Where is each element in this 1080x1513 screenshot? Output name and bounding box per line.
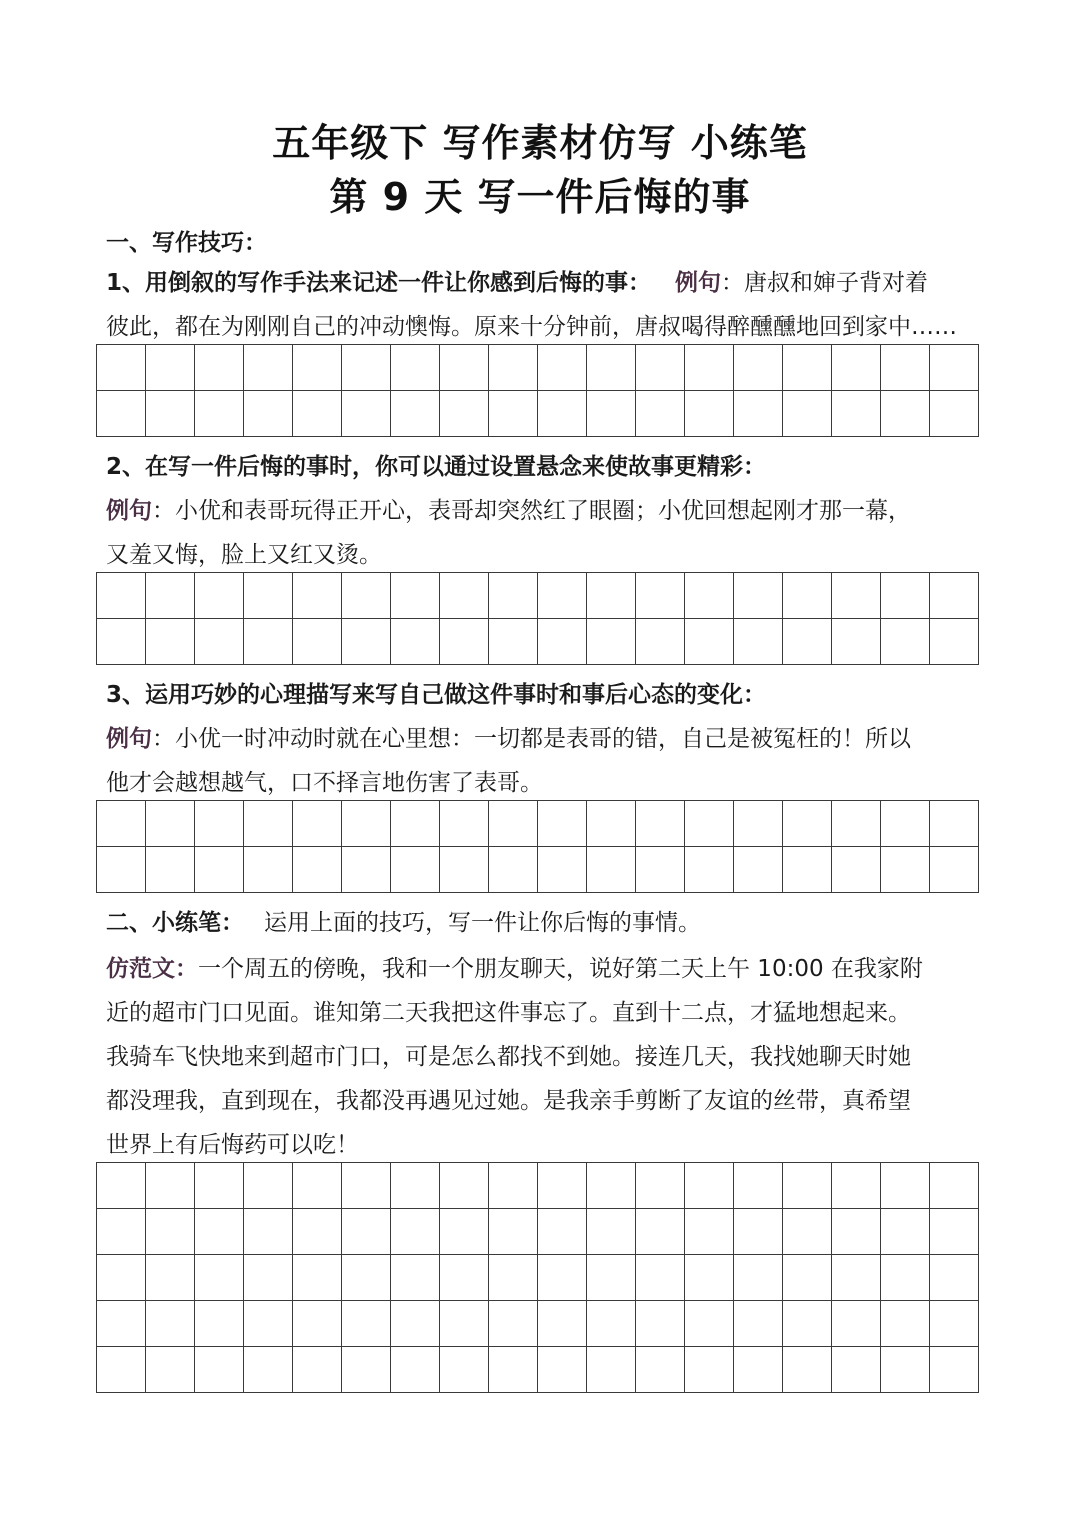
grid-cell[interactable] — [440, 345, 489, 391]
grid-cell[interactable] — [930, 619, 979, 665]
grid-cell[interactable] — [146, 801, 195, 847]
grid-cell[interactable] — [440, 1347, 489, 1393]
grid-cell[interactable] — [587, 1347, 636, 1393]
grid-cell[interactable] — [881, 573, 930, 619]
model-line-1 — [106, 954, 986, 984]
grid-cell[interactable] — [587, 847, 636, 893]
grid-cell[interactable] — [783, 1301, 832, 1347]
tip2-example-text: ：小优和表哥玩得正开心，表哥却突然红了眼圈；小优回想起刚才那一幕， — [152, 498, 911, 524]
grid-cell[interactable] — [587, 801, 636, 847]
grid-cell[interactable] — [636, 1255, 685, 1301]
grid-cell[interactable] — [930, 1301, 979, 1347]
grid-cell[interactable] — [489, 1209, 538, 1255]
grid-cell[interactable] — [734, 1163, 783, 1209]
model-text-1: 一个周五的傍晚，我和一个朋友聊天，说好第二天上午 10:00 在我家附 — [198, 956, 923, 982]
grid-cell[interactable] — [587, 573, 636, 619]
tip1-example-label: 例句 — [675, 270, 722, 296]
grid-cell[interactable] — [97, 391, 146, 437]
grid-cell[interactable] — [146, 1347, 195, 1393]
grid-cell[interactable] — [636, 1301, 685, 1347]
grid-cell[interactable] — [881, 1163, 930, 1209]
grid-cell[interactable] — [685, 1347, 734, 1393]
grid-cell[interactable] — [489, 1347, 538, 1393]
grid-cell[interactable] — [489, 1301, 538, 1347]
grid-cell[interactable] — [244, 391, 293, 437]
grid-cell[interactable] — [244, 1255, 293, 1301]
grid-cell[interactable] — [685, 573, 734, 619]
grid-cell[interactable] — [440, 1301, 489, 1347]
grid-cell[interactable] — [930, 1255, 979, 1301]
grid-cell[interactable] — [391, 573, 440, 619]
tip2-title: 2、在写一件后悔的事时，你可以通过设置悬念来使故事更精彩： — [106, 454, 767, 480]
grid-row — [97, 847, 979, 893]
grid-cell[interactable] — [293, 1255, 342, 1301]
grid-cell[interactable] — [391, 1163, 440, 1209]
grid-cell[interactable] — [734, 847, 783, 893]
grid-cell[interactable] — [832, 1347, 881, 1393]
grid-cell[interactable] — [734, 1301, 783, 1347]
grid-cell[interactable] — [244, 1301, 293, 1347]
grid-cell[interactable] — [685, 1163, 734, 1209]
grid-cell[interactable] — [195, 1209, 244, 1255]
grid-cell[interactable] — [195, 391, 244, 437]
grid-cell[interactable] — [146, 1255, 195, 1301]
grid-cell[interactable] — [293, 391, 342, 437]
grid-cell[interactable] — [538, 801, 587, 847]
grid-cell[interactable] — [244, 1209, 293, 1255]
grid-cell[interactable] — [832, 345, 881, 391]
grid-cell[interactable] — [97, 1209, 146, 1255]
model-line-4: 都没理我，直到现在，我都没再遇见过她。是我亲手剪断了友谊的丝带，真希望 — [106, 1088, 911, 1114]
tip3-example-text: ：小优一时冲动时就在心里想：一切都是表哥的错，自己是被冤枉的！所以 — [152, 726, 911, 752]
grid-cell[interactable] — [440, 1255, 489, 1301]
grid-cell[interactable] — [146, 1301, 195, 1347]
grid-cell[interactable] — [195, 1163, 244, 1209]
grid-cell[interactable] — [97, 619, 146, 665]
grid-cell[interactable] — [636, 1209, 685, 1255]
grid-cell[interactable] — [440, 847, 489, 893]
writing-grid-3[interactable] — [96, 800, 979, 893]
grid-cell[interactable] — [685, 801, 734, 847]
grid-cell[interactable] — [538, 573, 587, 619]
grid-cell[interactable] — [293, 1209, 342, 1255]
grid-row — [97, 1347, 979, 1393]
grid-cell[interactable] — [97, 1347, 146, 1393]
grid-cell[interactable] — [391, 345, 440, 391]
grid-cell[interactable] — [832, 619, 881, 665]
grid-cell[interactable] — [440, 801, 489, 847]
tip1-line1 — [106, 268, 986, 298]
grid-cell[interactable] — [342, 801, 391, 847]
grid-row — [97, 391, 979, 437]
grid-cell[interactable] — [783, 1347, 832, 1393]
tip3-example-continued: 他才会越想越气，口不择言地伤害了表哥。 — [106, 770, 543, 796]
grid-cell[interactable] — [587, 345, 636, 391]
grid-cell[interactable] — [930, 847, 979, 893]
grid-cell[interactable] — [244, 573, 293, 619]
grid-cell[interactable] — [734, 619, 783, 665]
grid-cell[interactable] — [244, 801, 293, 847]
model-line-2: 近的超市门口见面。谁知第二天我把这件事忘了。直到十二点，才猛地想起来。 — [106, 1000, 911, 1026]
grid-cell[interactable] — [538, 345, 587, 391]
grid-cell[interactable] — [244, 345, 293, 391]
grid-cell[interactable] — [195, 573, 244, 619]
grid-cell[interactable] — [881, 1209, 930, 1255]
grid-row — [97, 1255, 979, 1301]
grid-cell[interactable] — [391, 801, 440, 847]
grid-row — [97, 1301, 979, 1347]
grid-row — [97, 619, 979, 665]
grid-cell[interactable] — [97, 573, 146, 619]
worksheet-title: 五年级下 写作素材仿写 小练笔 — [272, 121, 808, 165]
grid-cell[interactable] — [930, 1347, 979, 1393]
section2-heading: 二、小练笔： — [106, 910, 244, 936]
grid-cell[interactable] — [97, 345, 146, 391]
grid-cell[interactable] — [97, 847, 146, 893]
tip1-example-continued: 彼此，都在为刚刚自己的冲动懊悔。原来十分钟前，唐叔喝得醉醺醺地回到家中…… — [106, 314, 957, 340]
grid-cell[interactable] — [587, 1209, 636, 1255]
grid-cell[interactable] — [146, 391, 195, 437]
tip1-title: 1、用倒叙的写作手法来记述一件让你感到后悔的事： — [106, 270, 652, 296]
grid-cell[interactable] — [195, 1301, 244, 1347]
grid-cell[interactable] — [195, 801, 244, 847]
tip1-example-text: ：唐叔和婶子背对着 — [721, 270, 929, 296]
grid-cell[interactable] — [293, 801, 342, 847]
model-line-5: 世界上有后悔药可以吃！ — [106, 1132, 359, 1158]
grid-cell[interactable] — [146, 1163, 195, 1209]
grid-cell[interactable] — [881, 1301, 930, 1347]
tip2-line1 — [106, 496, 986, 526]
grid-cell[interactable] — [293, 573, 342, 619]
grid-cell[interactable] — [783, 573, 832, 619]
grid-cell[interactable] — [685, 345, 734, 391]
grid-cell[interactable] — [783, 1209, 832, 1255]
grid-cell[interactable] — [636, 801, 685, 847]
grid-cell[interactable] — [881, 619, 930, 665]
grid-cell[interactable] — [195, 1255, 244, 1301]
grid-cell[interactable] — [293, 1163, 342, 1209]
grid-cell[interactable] — [538, 1163, 587, 1209]
grid-cell[interactable] — [832, 1255, 881, 1301]
grid-cell[interactable] — [244, 847, 293, 893]
grid-cell[interactable] — [538, 847, 587, 893]
grid-cell[interactable] — [391, 1209, 440, 1255]
grid-cell[interactable] — [881, 391, 930, 437]
grid-cell[interactable] — [391, 619, 440, 665]
grid-cell[interactable] — [881, 345, 930, 391]
grid-cell[interactable] — [342, 1255, 391, 1301]
grid-cell[interactable] — [391, 847, 440, 893]
grid-cell[interactable] — [538, 391, 587, 437]
grid-cell[interactable] — [636, 1347, 685, 1393]
grid-cell[interactable] — [734, 391, 783, 437]
grid-cell[interactable] — [195, 619, 244, 665]
grid-cell[interactable] — [930, 1209, 979, 1255]
grid-cell[interactable] — [440, 391, 489, 437]
grid-cell[interactable] — [783, 619, 832, 665]
grid-cell[interactable] — [342, 1301, 391, 1347]
grid-cell[interactable] — [587, 1163, 636, 1209]
grid-cell[interactable] — [832, 1163, 881, 1209]
grid-cell[interactable] — [97, 1301, 146, 1347]
grid-cell[interactable] — [587, 619, 636, 665]
grid-cell[interactable] — [489, 619, 538, 665]
grid-cell[interactable] — [342, 1347, 391, 1393]
grid-cell[interactable] — [734, 1255, 783, 1301]
grid-cell[interactable] — [636, 573, 685, 619]
writing-grid-2[interactable] — [96, 572, 979, 665]
grid-cell[interactable] — [293, 1301, 342, 1347]
grid-cell[interactable] — [832, 1209, 881, 1255]
tip3-line1 — [106, 724, 986, 754]
grid-cell[interactable] — [97, 801, 146, 847]
grid-cell[interactable] — [832, 573, 881, 619]
grid-cell[interactable] — [734, 1209, 783, 1255]
section2-line — [106, 908, 986, 938]
grid-cell[interactable] — [342, 619, 391, 665]
grid-cell[interactable] — [293, 1347, 342, 1393]
grid-cell[interactable] — [391, 1301, 440, 1347]
grid-cell[interactable] — [538, 619, 587, 665]
grid-cell[interactable] — [440, 573, 489, 619]
grid-cell[interactable] — [538, 1347, 587, 1393]
grid-cell[interactable] — [489, 847, 538, 893]
writing-grid-4[interactable] — [96, 1162, 979, 1393]
grid-cell[interactable] — [391, 1255, 440, 1301]
grid-cell[interactable] — [685, 1209, 734, 1255]
grid-cell[interactable] — [832, 391, 881, 437]
grid-cell[interactable] — [685, 1301, 734, 1347]
tip3-example-label: 例句 — [106, 726, 152, 752]
grid-cell[interactable] — [930, 1163, 979, 1209]
model-label: 仿范文： — [106, 956, 198, 982]
grid-cell[interactable] — [881, 801, 930, 847]
grid-cell[interactable] — [734, 573, 783, 619]
grid-cell[interactable] — [783, 1163, 832, 1209]
grid-cell[interactable] — [636, 391, 685, 437]
grid-cell[interactable] — [881, 1255, 930, 1301]
grid-cell[interactable] — [97, 1163, 146, 1209]
grid-cell[interactable] — [97, 1255, 146, 1301]
section1-heading: 一、写作技巧： — [106, 230, 267, 256]
grid-cell[interactable] — [783, 345, 832, 391]
grid-cell[interactable] — [489, 801, 538, 847]
grid-cell[interactable] — [342, 573, 391, 619]
grid-cell[interactable] — [734, 801, 783, 847]
grid-cell[interactable] — [342, 391, 391, 437]
grid-cell[interactable] — [489, 345, 538, 391]
grid-cell[interactable] — [538, 1209, 587, 1255]
grid-cell[interactable] — [195, 847, 244, 893]
grid-cell[interactable] — [195, 345, 244, 391]
grid-cell[interactable] — [734, 345, 783, 391]
grid-cell[interactable] — [440, 619, 489, 665]
grid-cell[interactable] — [489, 573, 538, 619]
grid-cell[interactable] — [391, 1347, 440, 1393]
grid-cell[interactable] — [587, 1255, 636, 1301]
grid-cell[interactable] — [391, 391, 440, 437]
grid-cell[interactable] — [783, 801, 832, 847]
grid-row — [97, 1209, 979, 1255]
writing-grid-1[interactable] — [96, 344, 979, 437]
grid-cell[interactable] — [489, 391, 538, 437]
grid-cell[interactable] — [244, 619, 293, 665]
grid-cell[interactable] — [881, 847, 930, 893]
grid-cell[interactable] — [293, 619, 342, 665]
grid-cell[interactable] — [293, 847, 342, 893]
grid-cell[interactable] — [685, 1255, 734, 1301]
grid-cell[interactable] — [146, 619, 195, 665]
grid-cell[interactable] — [489, 1163, 538, 1209]
grid-cell[interactable] — [146, 847, 195, 893]
tip3-title: 3、运用巧妙的心理描写来写自己做这件事时和事后心态的变化： — [106, 682, 767, 708]
grid-cell[interactable] — [832, 801, 881, 847]
grid-cell[interactable] — [930, 345, 979, 391]
grid-cell[interactable] — [293, 345, 342, 391]
grid-cell[interactable] — [244, 1347, 293, 1393]
grid-cell[interactable] — [538, 1255, 587, 1301]
section2-instruction: 运用上面的技巧，写一件让你后悔的事情。 — [264, 910, 701, 936]
grid-cell[interactable] — [832, 847, 881, 893]
tip2-example-continued: 又羞又悔，脸上又红又烫。 — [106, 542, 382, 568]
grid-cell[interactable] — [244, 1163, 293, 1209]
grid-cell[interactable] — [195, 1347, 244, 1393]
grid-cell[interactable] — [832, 1301, 881, 1347]
tip2-example-label: 例句 — [106, 498, 152, 524]
grid-cell[interactable] — [636, 1163, 685, 1209]
grid-cell[interactable] — [881, 1347, 930, 1393]
grid-cell[interactable] — [636, 847, 685, 893]
grid-cell[interactable] — [538, 1301, 587, 1347]
grid-cell[interactable] — [685, 619, 734, 665]
grid-cell[interactable] — [587, 1301, 636, 1347]
grid-cell[interactable] — [783, 847, 832, 893]
grid-cell[interactable] — [930, 573, 979, 619]
grid-cell[interactable] — [440, 1163, 489, 1209]
grid-cell[interactable] — [489, 1255, 538, 1301]
grid-cell[interactable] — [342, 1209, 391, 1255]
grid-cell[interactable] — [783, 391, 832, 437]
grid-cell[interactable] — [930, 391, 979, 437]
grid-cell[interactable] — [146, 1209, 195, 1255]
grid-row — [97, 1163, 979, 1209]
grid-row — [97, 801, 979, 847]
grid-cell[interactable] — [146, 345, 195, 391]
grid-cell[interactable] — [342, 847, 391, 893]
worksheet-subtitle: 第 9 天 写一件后悔的事 — [329, 175, 751, 219]
grid-cell[interactable] — [930, 801, 979, 847]
grid-cell[interactable] — [734, 1347, 783, 1393]
grid-cell[interactable] — [440, 1209, 489, 1255]
grid-cell[interactable] — [636, 345, 685, 391]
model-line-3: 我骑车飞快地来到超市门口，可是怎么都找不到她。接连几天，我找她聊天时她 — [106, 1044, 911, 1070]
grid-cell[interactable] — [783, 1255, 832, 1301]
grid-row — [97, 573, 979, 619]
grid-row — [97, 345, 979, 391]
grid-cell[interactable] — [636, 619, 685, 665]
grid-cell[interactable] — [146, 573, 195, 619]
grid-cell[interactable] — [587, 391, 636, 437]
grid-cell[interactable] — [685, 391, 734, 437]
grid-cell[interactable] — [685, 847, 734, 893]
grid-cell[interactable] — [342, 1163, 391, 1209]
grid-cell[interactable] — [342, 345, 391, 391]
